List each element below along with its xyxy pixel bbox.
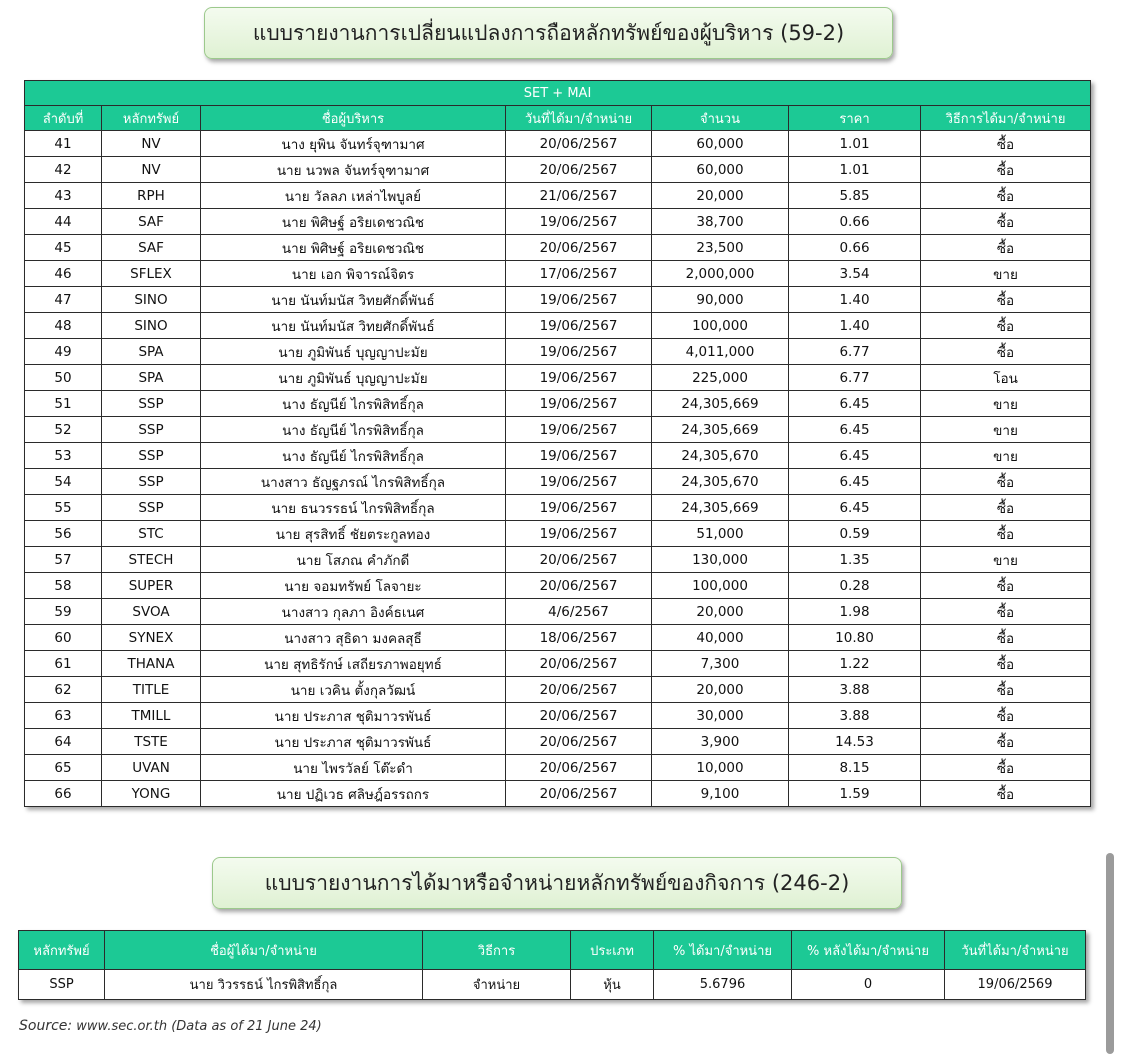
table-cell: 0.59 bbox=[789, 521, 921, 547]
table-cell: ซื้อ bbox=[921, 287, 1091, 313]
table-cell: 50 bbox=[25, 365, 102, 391]
table-cell: ซื้อ bbox=[921, 781, 1091, 807]
report2-column-header: % ได้มา/จำหน่าย bbox=[654, 931, 792, 970]
table-cell: 100,000 bbox=[652, 573, 789, 599]
table-cell: 18/06/2567 bbox=[506, 625, 652, 651]
table-cell: 3,900 bbox=[652, 729, 789, 755]
table-row bbox=[25, 313, 1091, 339]
table-row bbox=[25, 677, 1091, 703]
table-cell: 20/06/2567 bbox=[506, 703, 652, 729]
table-cell: นาย จอมทรัพย์ โลจายะ bbox=[201, 573, 506, 599]
table-cell: 20/06/2567 bbox=[506, 677, 652, 703]
table-cell: NV bbox=[102, 131, 201, 157]
table-cell: นาย นวพล จันทร์จุฑามาศ bbox=[201, 157, 506, 183]
table-row bbox=[25, 573, 1091, 599]
table-cell: 6.45 bbox=[789, 469, 921, 495]
table-cell: 60,000 bbox=[652, 131, 789, 157]
table-cell: SSP bbox=[102, 443, 201, 469]
vertical-scrollbar[interactable] bbox=[1106, 853, 1114, 1054]
report2-column-header: ชื่อผู้ได้มา/จำหน่าย bbox=[105, 931, 423, 970]
table-row bbox=[25, 287, 1091, 313]
table-cell: หุ้น bbox=[571, 970, 654, 1000]
table-cell: THANA bbox=[102, 651, 201, 677]
report2-column-header: % หลังได้มา/จำหน่าย bbox=[792, 931, 945, 970]
table-cell: TMILL bbox=[102, 703, 201, 729]
table-cell: ซื้อ bbox=[921, 183, 1091, 209]
table-cell: 1.40 bbox=[789, 287, 921, 313]
table-cell: ซื้อ bbox=[921, 755, 1091, 781]
table-cell: STC bbox=[102, 521, 201, 547]
table-row bbox=[25, 651, 1091, 677]
table-cell: SPA bbox=[102, 339, 201, 365]
table-cell: ขาย bbox=[921, 547, 1091, 573]
table-cell: 19/06/2569 bbox=[945, 970, 1086, 1000]
table-cell: 4/6/2567 bbox=[506, 599, 652, 625]
table-cell: 30,000 bbox=[652, 703, 789, 729]
table-cell: ขาย bbox=[921, 417, 1091, 443]
table-cell: 54 bbox=[25, 469, 102, 495]
table-row bbox=[25, 131, 1091, 157]
table-cell: 44 bbox=[25, 209, 102, 235]
table-cell: 3.88 bbox=[789, 703, 921, 729]
table-row bbox=[25, 443, 1091, 469]
table-row bbox=[25, 183, 1091, 209]
table-row bbox=[25, 547, 1091, 573]
table-cell: ซื้อ bbox=[921, 677, 1091, 703]
table-row bbox=[25, 703, 1091, 729]
source-text: www.sec.or.th (Data as of 21 June 24) bbox=[76, 1019, 322, 1034]
table-cell: ซื้อ bbox=[921, 495, 1091, 521]
table-cell: 6.45 bbox=[789, 495, 921, 521]
table-cell: 47 bbox=[25, 287, 102, 313]
table-cell: นาย นันท์มนัส วิทยศักดิ์พันธ์ bbox=[201, 313, 506, 339]
table-cell: 10.80 bbox=[789, 625, 921, 651]
table-cell: 24,305,669 bbox=[652, 417, 789, 443]
table-cell: TITLE bbox=[102, 677, 201, 703]
table-cell: 64 bbox=[25, 729, 102, 755]
table-cell: 19/06/2567 bbox=[506, 443, 652, 469]
table-cell: นาง ธัญนีย์ ไกรพิสิทธิ์กุล bbox=[201, 443, 506, 469]
table-cell: 19/06/2567 bbox=[506, 417, 652, 443]
source-note bbox=[19, 1018, 322, 1034]
table-cell: 5.85 bbox=[789, 183, 921, 209]
table-cell: 63 bbox=[25, 703, 102, 729]
table-cell: 20/06/2567 bbox=[506, 755, 652, 781]
table-cell: 0.66 bbox=[789, 209, 921, 235]
table-cell: SYNEX bbox=[102, 625, 201, 651]
report2-column-header: วันที่ได้มา/จำหน่าย bbox=[945, 931, 1086, 970]
table-cell: 20/06/2567 bbox=[506, 235, 652, 261]
table-cell: 60,000 bbox=[652, 157, 789, 183]
table-cell: 20/06/2567 bbox=[506, 131, 652, 157]
table-cell: SFLEX bbox=[102, 261, 201, 287]
market-label: SET + MAI bbox=[25, 81, 1091, 106]
table-cell: 42 bbox=[25, 157, 102, 183]
table-cell: 51,000 bbox=[652, 521, 789, 547]
report2-table bbox=[18, 930, 1086, 1000]
table-row bbox=[25, 391, 1091, 417]
table-cell: 6.77 bbox=[789, 339, 921, 365]
table-cell: 1.98 bbox=[789, 599, 921, 625]
table-row bbox=[25, 625, 1091, 651]
table-cell: นาย สุรสิทธิ์ ชัยตระกูลทอง bbox=[201, 521, 506, 547]
table-cell: ซื้อ bbox=[921, 235, 1091, 261]
table-cell: นาย พิศิษฐ์ อริยเดชวณิช bbox=[201, 235, 506, 261]
table-cell: SAF bbox=[102, 209, 201, 235]
table-cell: 20/06/2567 bbox=[506, 651, 652, 677]
table-row bbox=[25, 365, 1091, 391]
table-cell: 20,000 bbox=[652, 677, 789, 703]
table-row bbox=[25, 261, 1091, 287]
table-cell: จำหน่าย bbox=[423, 970, 571, 1000]
table-cell: ซื้อ bbox=[921, 131, 1091, 157]
table-cell: ซื้อ bbox=[921, 703, 1091, 729]
table-cell: 24,305,670 bbox=[652, 469, 789, 495]
table-cell: 20/06/2567 bbox=[506, 573, 652, 599]
report2-column-header: วิธีการ bbox=[423, 931, 571, 970]
table-cell: SAF bbox=[102, 235, 201, 261]
table-cell: 5.6796 bbox=[654, 970, 792, 1000]
table-cell: 65 bbox=[25, 755, 102, 781]
table-cell: 23,500 bbox=[652, 235, 789, 261]
table-cell: ซื้อ bbox=[921, 209, 1091, 235]
report1-column-header: หลักทรัพย์ bbox=[102, 106, 201, 131]
table-cell: นาย วิวรรธน์ ไกรพิสิทธิ์กุล bbox=[105, 970, 423, 1000]
table-cell: 52 bbox=[25, 417, 102, 443]
table-cell: 58 bbox=[25, 573, 102, 599]
report2-column-header: ประเภท bbox=[571, 931, 654, 970]
table-cell: นาง ยุพิน จันทร์จุฑามาศ bbox=[201, 131, 506, 157]
table-cell: 19/06/2567 bbox=[506, 287, 652, 313]
table-cell: นาง ธัญนีย์ ไกรพิสิทธิ์กุล bbox=[201, 417, 506, 443]
table-cell: 41 bbox=[25, 131, 102, 157]
report1-column-header: วิธีการได้มา/จำหน่าย bbox=[921, 106, 1091, 131]
table-cell: นาย ประภาส ชุติมาวรพันธ์ bbox=[201, 703, 506, 729]
table-cell: 17/06/2567 bbox=[506, 261, 652, 287]
table-cell: 19/06/2567 bbox=[506, 469, 652, 495]
table-cell: นาย ภูมิพันธ์ บุญญาปะมัย bbox=[201, 365, 506, 391]
table-cell: นางสาว กุลภา อิงค์ธเนศ bbox=[201, 599, 506, 625]
table-cell: YONG bbox=[102, 781, 201, 807]
table-cell: 55 bbox=[25, 495, 102, 521]
table-cell: 225,000 bbox=[652, 365, 789, 391]
table-cell: นาง ธัญนีย์ ไกรพิสิทธิ์กุล bbox=[201, 391, 506, 417]
table-cell: SINO bbox=[102, 287, 201, 313]
table-cell: 51 bbox=[25, 391, 102, 417]
table-cell: ซื้อ bbox=[921, 573, 1091, 599]
table-cell: NV bbox=[102, 157, 201, 183]
table-cell: 14.53 bbox=[789, 729, 921, 755]
table-cell: SPA bbox=[102, 365, 201, 391]
table-cell: นาย ภูมิพันธ์ บุญญาปะมัย bbox=[201, 339, 506, 365]
report1-column-header: ชื่อผู้บริหาร bbox=[201, 106, 506, 131]
table-cell: 19/06/2567 bbox=[506, 365, 652, 391]
table-cell: 1.59 bbox=[789, 781, 921, 807]
table-cell: 53 bbox=[25, 443, 102, 469]
table-cell: 19/06/2567 bbox=[506, 391, 652, 417]
source-label: Source: bbox=[19, 1018, 73, 1034]
table-cell: ซื้อ bbox=[921, 339, 1091, 365]
table-cell: 0.28 bbox=[789, 573, 921, 599]
table-cell: SSP bbox=[102, 469, 201, 495]
table-cell: 45 bbox=[25, 235, 102, 261]
table-cell: ซื้อ bbox=[921, 729, 1091, 755]
table-cell: นาย นันท์มนัส วิทยศักดิ์พันธ์ bbox=[201, 287, 506, 313]
table-cell: 59 bbox=[25, 599, 102, 625]
table-cell: 19/06/2567 bbox=[506, 495, 652, 521]
table-cell: 24,305,669 bbox=[652, 495, 789, 521]
table-cell: 100,000 bbox=[652, 313, 789, 339]
table-cell: 1.01 bbox=[789, 131, 921, 157]
table-cell: 6.77 bbox=[789, 365, 921, 391]
table-cell: นาย โสภณ คำภักดี bbox=[201, 547, 506, 573]
table-cell: ซื้อ bbox=[921, 521, 1091, 547]
table-cell: 130,000 bbox=[652, 547, 789, 573]
table-cell: 7,300 bbox=[652, 651, 789, 677]
report1-column-header: ราคา bbox=[789, 106, 921, 131]
table-cell: 20,000 bbox=[652, 599, 789, 625]
table-cell: SUPER bbox=[102, 573, 201, 599]
table-cell: 20,000 bbox=[652, 183, 789, 209]
table-cell: ซื้อ bbox=[921, 157, 1091, 183]
table-cell: โอน bbox=[921, 365, 1091, 391]
report2-table-container bbox=[18, 930, 1086, 1000]
table-cell: 3.88 bbox=[789, 677, 921, 703]
table-cell: 66 bbox=[25, 781, 102, 807]
table-cell: 19/06/2567 bbox=[506, 313, 652, 339]
table-cell: 0 bbox=[792, 970, 945, 1000]
table-cell: 20/06/2567 bbox=[506, 781, 652, 807]
table-cell: 6.45 bbox=[789, 417, 921, 443]
table-row bbox=[25, 339, 1091, 365]
table-cell: นาย วัลลภ เหล่าไพบูลย์ bbox=[201, 183, 506, 209]
table-cell: RPH bbox=[102, 183, 201, 209]
table-cell: 49 bbox=[25, 339, 102, 365]
table-cell: ซื้อ bbox=[921, 599, 1091, 625]
table-cell: 3.54 bbox=[789, 261, 921, 287]
table-row bbox=[25, 599, 1091, 625]
table-row bbox=[25, 469, 1091, 495]
table-cell: ซื้อ bbox=[921, 651, 1091, 677]
table-row bbox=[25, 209, 1091, 235]
table-row bbox=[25, 495, 1091, 521]
report1-column-header: จำนวน bbox=[652, 106, 789, 131]
table-cell: 20/06/2567 bbox=[506, 157, 652, 183]
table-cell: 0.66 bbox=[789, 235, 921, 261]
table-row bbox=[25, 729, 1091, 755]
table-cell: 1.22 bbox=[789, 651, 921, 677]
table-cell: 60 bbox=[25, 625, 102, 651]
table-cell: ซื้อ bbox=[921, 469, 1091, 495]
table-cell: 56 bbox=[25, 521, 102, 547]
table-cell: 48 bbox=[25, 313, 102, 339]
table-cell: 24,305,669 bbox=[652, 391, 789, 417]
table-cell: 57 bbox=[25, 547, 102, 573]
table-cell: 1.40 bbox=[789, 313, 921, 339]
table-cell: 8.15 bbox=[789, 755, 921, 781]
report1-column-header: ลำดับที่ bbox=[25, 106, 102, 131]
table-cell: นาย ประภาส ชุติมาวรพันธ์ bbox=[201, 729, 506, 755]
table-cell: 4,011,000 bbox=[652, 339, 789, 365]
table-cell: นาย เอก พิจารณ์จิตร bbox=[201, 261, 506, 287]
table-cell: SINO bbox=[102, 313, 201, 339]
table-row bbox=[25, 157, 1091, 183]
table-cell: นาย ธนวรรธน์ ไกรพิสิทธิ์กุล bbox=[201, 495, 506, 521]
report1-table bbox=[24, 80, 1091, 807]
report1-column-header: วันที่ได้มา/จำหน่าย bbox=[506, 106, 652, 131]
table-row bbox=[25, 235, 1091, 261]
table-cell: 90,000 bbox=[652, 287, 789, 313]
table-cell: 38,700 bbox=[652, 209, 789, 235]
table-cell: SSP bbox=[102, 391, 201, 417]
table-cell: นาย ไพรวัลย์ โต๊ะดำ bbox=[201, 755, 506, 781]
table-cell: SVOA bbox=[102, 599, 201, 625]
table-cell: 20/06/2567 bbox=[506, 547, 652, 573]
table-cell: 2,000,000 bbox=[652, 261, 789, 287]
table-cell: 10,000 bbox=[652, 755, 789, 781]
table-cell: 20/06/2567 bbox=[506, 729, 652, 755]
table-row bbox=[25, 521, 1091, 547]
table-cell: 19/06/2567 bbox=[506, 521, 652, 547]
table-cell: 40,000 bbox=[652, 625, 789, 651]
table-cell: 21/06/2567 bbox=[506, 183, 652, 209]
table-cell: 19/06/2567 bbox=[506, 209, 652, 235]
table-cell: SSP bbox=[102, 417, 201, 443]
table-cell: นางสาว ธัญฐภรณ์ ไกรพิสิทธิ์กุล bbox=[201, 469, 506, 495]
table-row bbox=[25, 755, 1091, 781]
table-cell: STECH bbox=[102, 547, 201, 573]
table-cell: ซื้อ bbox=[921, 313, 1091, 339]
table-row bbox=[25, 781, 1091, 807]
table-cell: 46 bbox=[25, 261, 102, 287]
table-cell: 61 bbox=[25, 651, 102, 677]
table-cell: ขาย bbox=[921, 443, 1091, 469]
table-cell: 6.45 bbox=[789, 391, 921, 417]
table-cell: TSTE bbox=[102, 729, 201, 755]
table-cell: SSP bbox=[19, 970, 105, 1000]
table-row bbox=[25, 417, 1091, 443]
table-cell: นาย สุทธิรักษ์ เสถียรภาพอยุทธ์ bbox=[201, 651, 506, 677]
table-cell: 43 bbox=[25, 183, 102, 209]
table-cell: UVAN bbox=[102, 755, 201, 781]
table-cell: ขาย bbox=[921, 261, 1091, 287]
report2-title: แบบรายงานการได้มาหรือจำหน่ายหลักทรัพย์ของกิจการ (246-2) bbox=[212, 857, 902, 909]
report2-column-header: หลักทรัพย์ bbox=[19, 931, 105, 970]
table-cell: 6.45 bbox=[789, 443, 921, 469]
report1-title: แบบรายงานการเปลี่ยนแปลงการถือหลักทรัพย์ของผู้บริหาร (59-2) bbox=[204, 7, 893, 59]
table-row bbox=[19, 970, 1086, 1000]
report1-table-container bbox=[24, 80, 1091, 807]
table-cell: 24,305,670 bbox=[652, 443, 789, 469]
table-cell: นาย ปฏิเวธ ศลิษฎ์อรรถกร bbox=[201, 781, 506, 807]
table-cell: นาย เวคิน ตั้งกุลวัฒน์ bbox=[201, 677, 506, 703]
table-cell: 9,100 bbox=[652, 781, 789, 807]
table-cell: 1.01 bbox=[789, 157, 921, 183]
table-cell: ขาย bbox=[921, 391, 1091, 417]
table-cell: 62 bbox=[25, 677, 102, 703]
table-cell: 19/06/2567 bbox=[506, 339, 652, 365]
table-cell: ซื้อ bbox=[921, 625, 1091, 651]
table-cell: SSP bbox=[102, 495, 201, 521]
table-cell: นางสาว สุธิดา มงคลสุธี bbox=[201, 625, 506, 651]
table-cell: นาย พิศิษฐ์ อริยเดชวณิช bbox=[201, 209, 506, 235]
table-cell: 1.35 bbox=[789, 547, 921, 573]
